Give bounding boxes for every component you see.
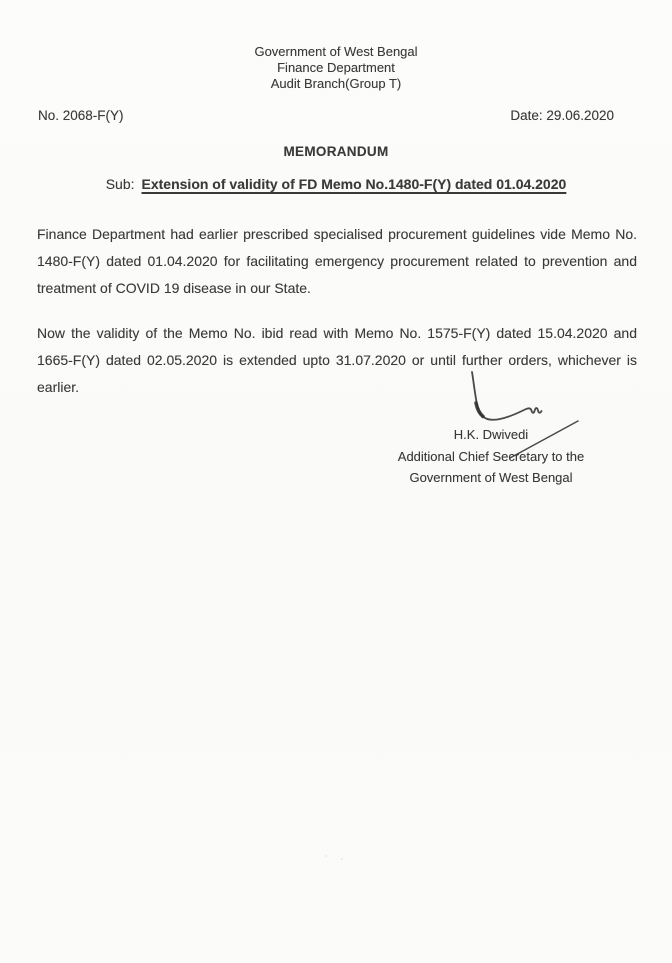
letterhead-department-line: Finance Department: [277, 60, 395, 75]
body-paragraph-1: Finance Department had earlier prescribed specialised procurement guidelines vide Memo No. 1480-F(Y) dated 01.04.2020 for facilitating emergency procurement related to prevention and treatment of COVID 19 disease in our State.: [37, 226, 637, 296]
signatory-block: [375, 424, 607, 489]
signatory-name: H.K. Dwivedi: [453, 427, 529, 442]
letterhead-branch-line: Audit Branch(Group T): [270, 76, 402, 91]
memo-title: MEMORANDUM: [283, 144, 389, 159]
letterhead: [0, 0, 672, 92]
reference-row: [0, 108, 672, 124]
signature-main-stroke: [472, 372, 542, 420]
scan-speck: [341, 858, 343, 860]
signature-ink-blob: [476, 403, 483, 417]
memo-number: No. 2068-F(Y): [38, 108, 124, 123]
subject-prefix: Sub:: [105, 176, 135, 192]
scan-speck: [325, 855, 327, 857]
memo-date: Date: 29.06.2020: [510, 108, 614, 123]
subject-text: Extension of validity of FD Memo No.1480-F(Y) dated 01.04.2020: [141, 176, 567, 192]
signatory-designation-line2: Government of West Bengal: [409, 470, 573, 485]
letterhead-government-line: Government of West Bengal: [254, 44, 418, 59]
signatory-designation-line1: Additional Chief Secretary to the: [397, 448, 585, 464]
body-paragraph-2: Now the validity of the Memo No. ibid read with Memo No. 1575-F(Y) dated 15.04.2020 and 1665-F(Y) dated 02.05.2020 is extended upto 31.07.2020 or until further orders, whichever is earlier.: [37, 325, 637, 395]
subject-line: [0, 174, 672, 195]
